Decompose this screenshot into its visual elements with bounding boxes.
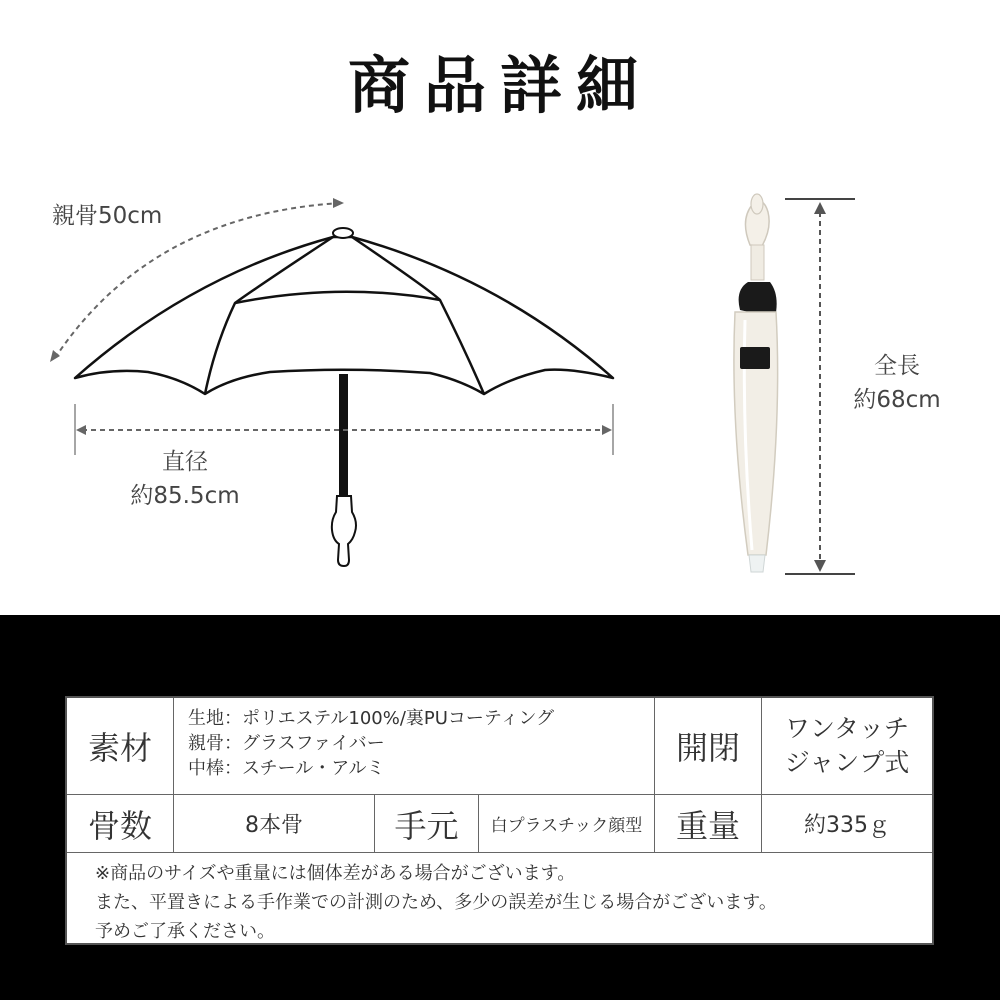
- umbrella-shaft: [339, 374, 348, 496]
- handle-value: 白プラスチック顔型: [479, 795, 655, 853]
- page-title: 商品詳細: [347, 49, 652, 122]
- closed-umbrella-illustration: [734, 194, 778, 572]
- note-line: ※商品のサイズや重量には個体差がある場合がございます。: [95, 863, 576, 884]
- canopy-inner-edge: [235, 292, 440, 303]
- open-umbrella-illustration: [75, 237, 613, 394]
- diameter-label: 直径 約85.5cm: [130, 449, 240, 509]
- total-length-label: 全長 約68cm: [853, 353, 941, 413]
- material-line-rib: 親骨：グラスファイバー: [188, 733, 385, 754]
- rib-length-label: 親骨50cm: [52, 203, 163, 229]
- handle-header: 手元: [375, 795, 479, 853]
- note-line: また、平置きによる手作業での計測のため、多少の誤差が生じる場合がございます。: [95, 892, 777, 913]
- note-line: 予めご了承ください。: [95, 921, 275, 942]
- spec-table: [65, 696, 934, 945]
- open-close-header: 開閉: [655, 698, 762, 795]
- weight-header: 重量: [655, 795, 762, 853]
- material-details: [174, 698, 655, 795]
- weight-value: 約335ｇ: [762, 795, 932, 853]
- notes: [67, 853, 932, 943]
- material-header: 素材: [67, 698, 174, 795]
- handle-bunny-icon: [332, 496, 356, 566]
- material-line-shaft: 中棒：スチール・アルミ: [188, 758, 385, 779]
- canopy-outline: [75, 237, 613, 394]
- ribs-value: 8本骨: [174, 795, 375, 853]
- ribs-header: 骨数: [67, 795, 174, 853]
- open-close-value: ワンタッチ ジャンプ式: [762, 698, 932, 795]
- material-line-fabric: 生地：ポリエステル100%/裏PUコーティング: [188, 708, 555, 729]
- umbrella-tip: [333, 228, 353, 238]
